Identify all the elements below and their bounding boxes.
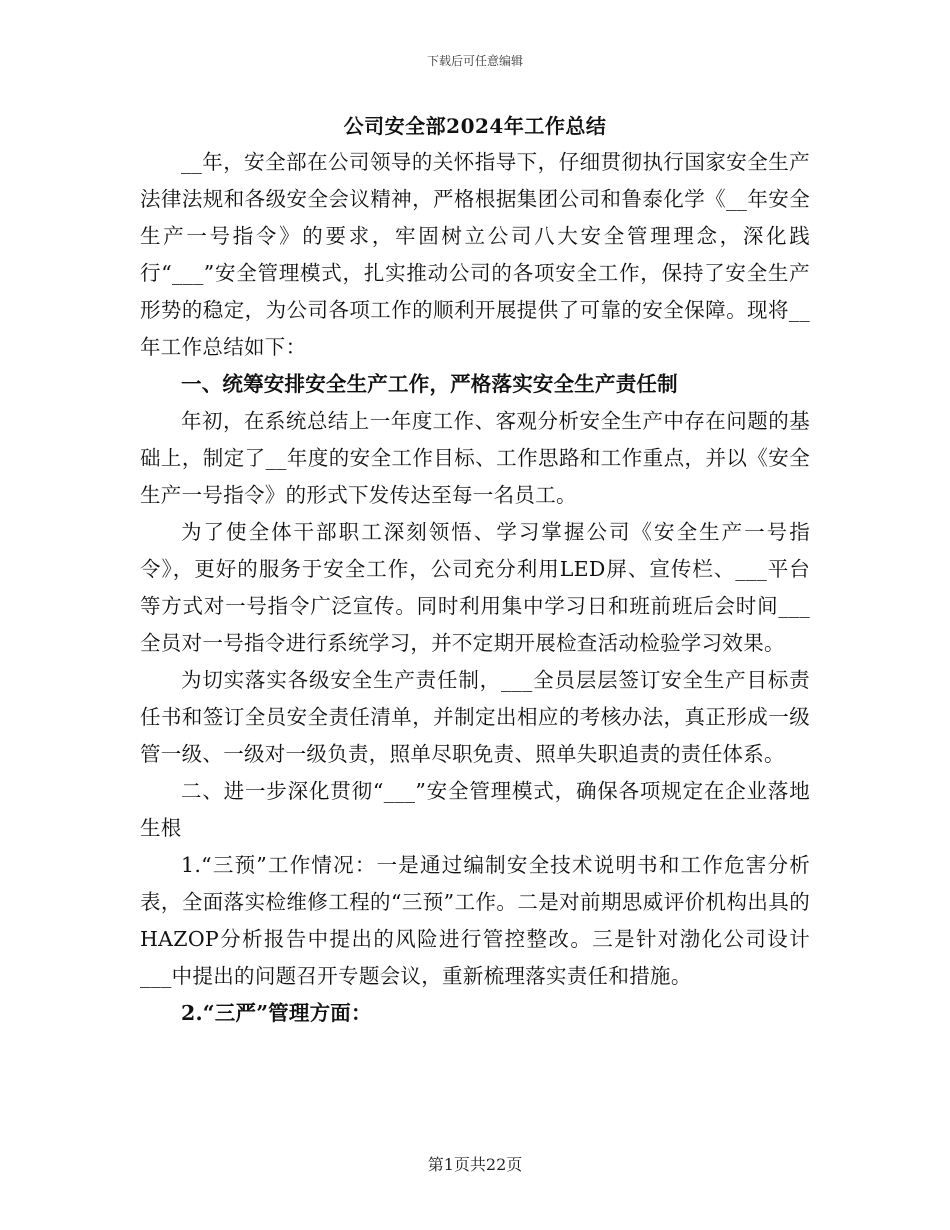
body-paragraph: 1.“三预”工作情况：一是通过编制安全技术说明书和工作危害分析表，全面落实检维修工程的“三预”工作。二是对前期思威评价机构出具的HAZOP分析报告中提出的风险进行管控整改。三是针对渤化公司设计___中提出的问题召开专题会议，重新梳理落实责任和措施。 bbox=[140, 853, 810, 988]
edit-note: 下载后可任意编辑 bbox=[426, 54, 523, 68]
page-indicator: 第1页共22页 bbox=[427, 1155, 523, 1174]
body-paragraph: 年初，在系统总结上一年度工作、客观分析安全生产中存在问题的基础上，制定了__年度的安全工作目标、工作思路和工作重点，并以《安全生产一号指令》的形式下发传达至每一名员工。 bbox=[140, 409, 810, 507]
subsection-heading: 2.“三严”管理方面： bbox=[181, 1001, 372, 1025]
section-heading-1: 一、统筹安排安全生产工作，严格落实安全生产责任制 bbox=[181, 372, 678, 396]
document-title: 公司安全部2024年工作总结 bbox=[343, 114, 607, 138]
body-paragraph: 为切实落实各级安全生产责任制，___全员层层签订安全生产目标责任书和签订全员安全责任清单，并制定出相应的考核办法，真正形成一级管一级、一级对一级负责，照单尽职免责、照单失职追责的责任体系。 bbox=[140, 668, 810, 766]
intro-paragraph: __年，安全部在公司领导的关怀指导下，仔细贯彻执行国家安全生产法律法规和各级安全会议精神，严格根据集团公司和鲁泰化学《__年安全生产一号指令》的要求，牢固树立公司八大安全管理理念，深化践行“___”安全管理模式，扎实推动公司的各项安全工作，保持了安全生产形势的稳定，为公司各项工作的顺利开展提供了可靠的安全保障。现将__年工作总结如下： bbox=[140, 150, 810, 359]
document-body bbox=[140, 108, 810, 1032]
body-paragraph: 为了使全体干部职工深刻领悟、学习掌握公司《安全生产一号指令》，更好的服务于安全工作，公司充分利用LED屏、宣传栏、___平台等方式对一号指令广泛宣传。同时利用集中学习日和班前班后会时间___全员对一号指令进行系统学习，并不定期开展检查活动检验学习效果。 bbox=[140, 520, 810, 655]
section-heading-2: 二、进一步深化贯彻“___”安全管理模式，确保各项规定在企业落地生根 bbox=[140, 779, 810, 840]
